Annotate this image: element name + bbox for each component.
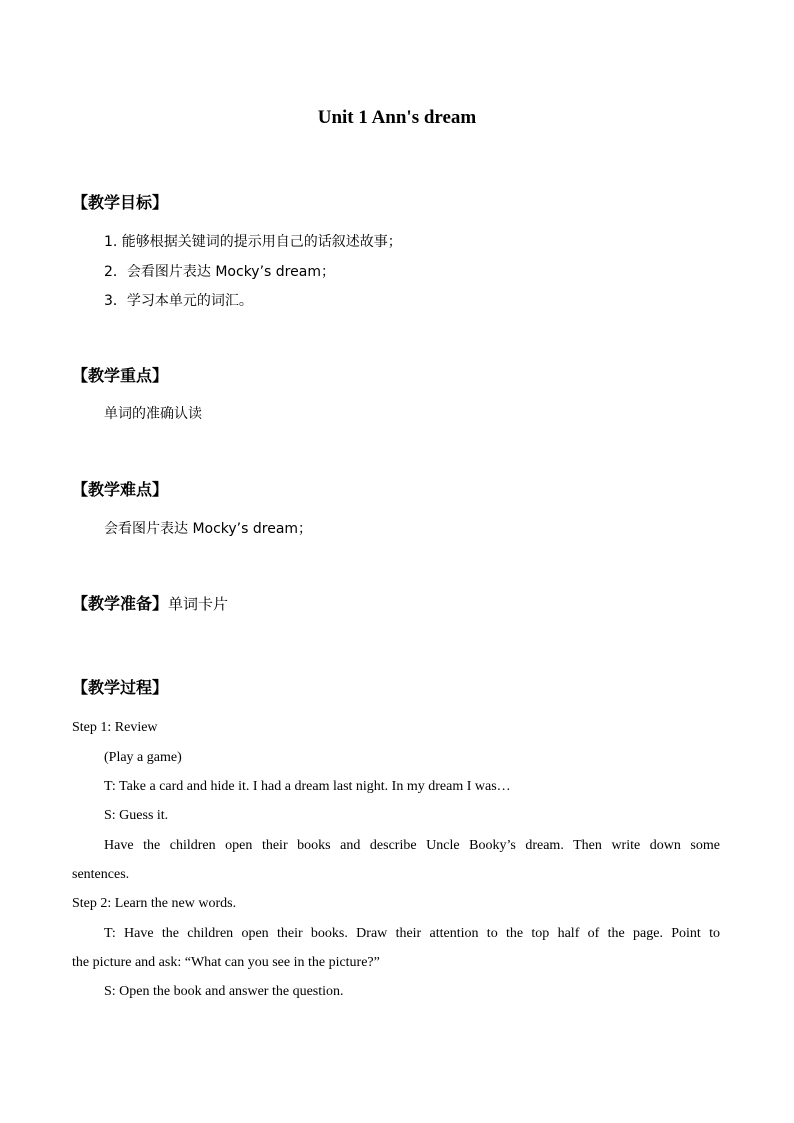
- preparation-text: 单词卡片: [168, 595, 229, 613]
- difficulties-text: 会看图片表达 Mocky’s dream；: [104, 521, 313, 537]
- step-1-paragraph-line-2: sentences.: [72, 867, 130, 882]
- key-points-text: 单词的准确认读: [104, 406, 202, 422]
- step-1-title: Step 1: Review: [72, 720, 158, 735]
- document-title: Unit 1 Ann's dream: [317, 107, 477, 128]
- step-1-paragraph-line-1: Have the children open their books and describe Uncle Booky’s dream. Then write down some: [104, 838, 720, 853]
- step-2-line: S: Open the book and answer the question.: [104, 984, 344, 999]
- step-1-line: (Play a game): [104, 750, 182, 765]
- difficulties-heading: 【教学难点】: [72, 480, 169, 499]
- step-2-title: Step 2: Learn the new words.: [72, 896, 237, 911]
- key-points-heading: 【教学重点】: [72, 366, 169, 385]
- step-2-paragraph-line-2: the picture and ask: “What can you see in the picture?”: [72, 955, 380, 970]
- step-1-line: T: Take a card and hide it. I had a dream last night. In my dream I was…: [104, 779, 511, 794]
- goal-item-1: 1. 能够根据关键词的提示用自己的话叙述故事；: [104, 234, 402, 250]
- preparation-heading: [72, 593, 228, 615]
- goals-heading: 【教学目标】: [72, 193, 169, 212]
- step-2-paragraph-line-1: T: Have the children open their books. Draw their attention to the top half of the page. Point to: [104, 926, 720, 941]
- step-1-line: S: Guess it.: [104, 808, 169, 823]
- process-heading: 【教学过程】: [72, 678, 169, 697]
- preparation-label: 【教学准备】: [72, 594, 169, 613]
- goal-item-3: 3．学习本单元的词汇。: [104, 293, 253, 309]
- goal-item-2: 2．会看图片表达 Mocky’s dream；: [104, 264, 335, 280]
